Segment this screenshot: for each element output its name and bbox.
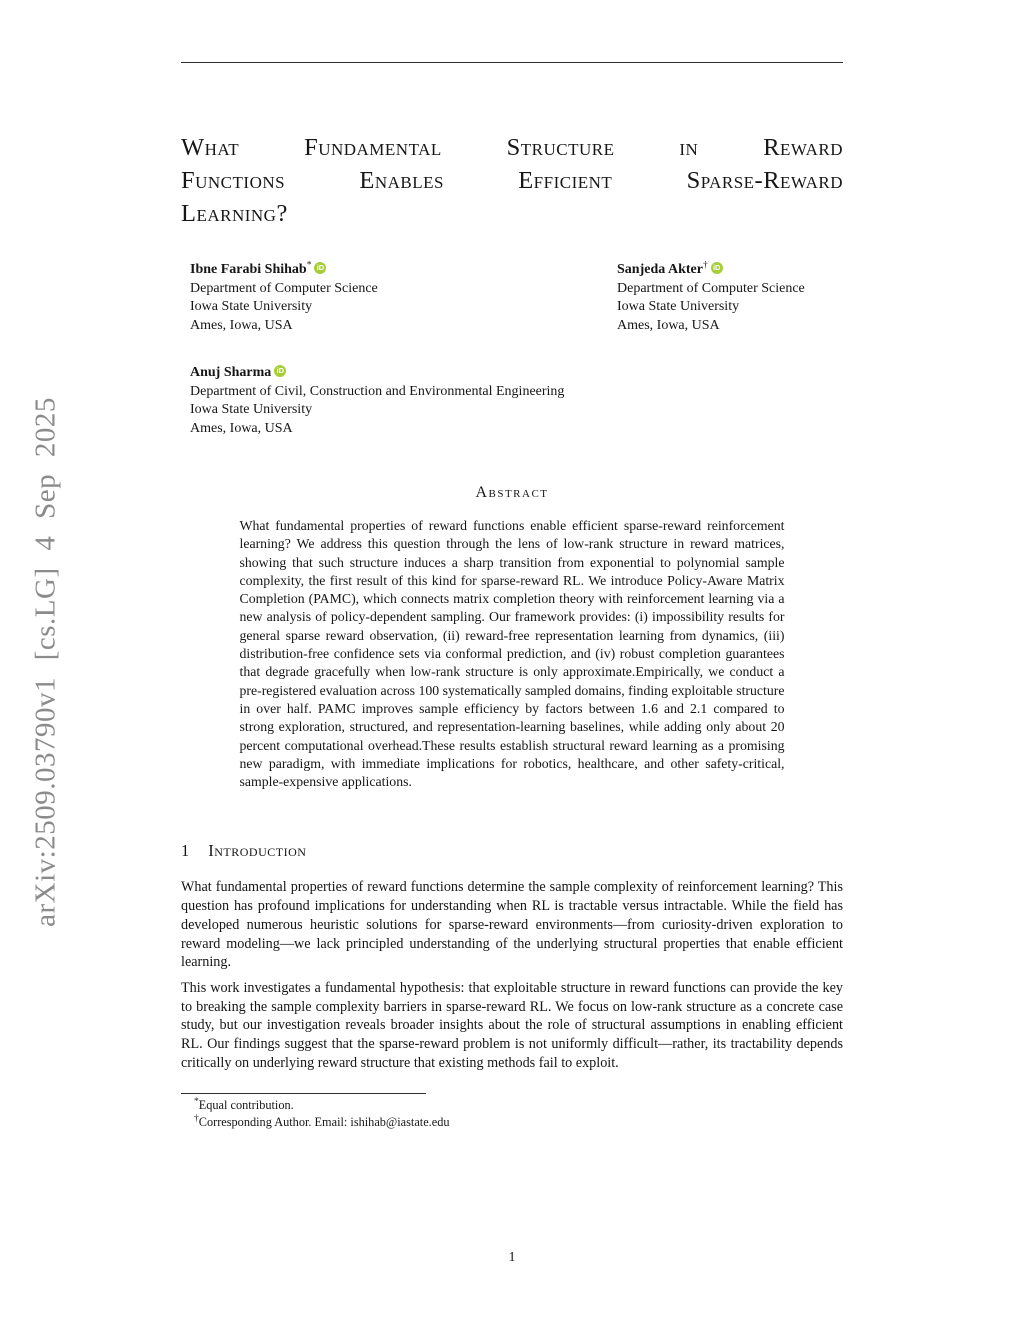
title-line-1: What Fundamental Structure in Reward [181,134,843,161]
abstract-heading: Abstract [475,484,549,501]
author-name: Ibne Farabi Shihab [190,262,307,277]
section-number: 1 [181,841,190,861]
footnote-mark: * [194,1097,199,1108]
header-rule [181,62,843,63]
footnote-mark: † [194,1114,199,1125]
author-affiliation-location: Ames, Iowa, USA [617,317,720,333]
author-block-sharma [181,364,843,438]
footnote-equal-contribution [181,1097,843,1114]
orcid-icon[interactable]: iD [314,262,326,274]
footnote-text: Equal contribution. [198,1098,294,1113]
page-number: 1 [508,1250,516,1265]
paper-title [181,131,843,230]
author-affiliation-location: Ames, Iowa, USA [190,420,293,436]
footnote-corresponding-author [181,1114,843,1131]
footnote-text: Corresponding Author. Email: ishihab@iastate.edu [198,1115,450,1130]
abstract-text: What fundamental properties of reward functions enable efficient sparse-reward reinforcement learning? We address this question through the lens of low-rank structure in reward matrices, showing that such structure induces a sharp transition from exponential to polynomial sample complexity, the first result of this kind for sparse-reward RL. We introduce Policy-Aware Matrix Completion (PAMC), which connects matrix completion theory with reinforcement learning via a new analysis of policy-dependent sampling. Our framework provides: (i) impossibility results for general sparse reward observation, (ii) reward-free representation learning from dynamics, (iii) distribution-free confidence sets via conformal prediction, and (iv) robust completion guarantees that degrade gracefully when low-rank structure is only approximate.Empirically, we conduct a pre-registered evaluation across 100 systematically sampled domains, finding exploitable structure in over half. PAMC improves sample efficiency by factors between 1.6 and 2.1 compared to strong exploration, structured, and representation-learning baselines, while adding only about 20 percent computational overhead.These results establish structural reward learning as a promising new paradigm, with immediate implications for robotics, healthcare, and other safety-critical, sample-expensive applications. [239,518,785,790]
title-line-3: Learning? [181,200,288,227]
author-affiliation-location: Ames, Iowa, USA [190,317,293,333]
orcid-icon[interactable]: iD [274,365,286,377]
author-name-line [617,261,843,280]
footnote-rule [181,1093,426,1094]
intro-paragraph-1: What fundamental properties of reward functions determine the sample complexity of reinforcement learning? This question has profound implications for understanding when RL is tractable versus intractable. While the field has developed numerous heuristic solutions for sparse-reward environments—from curiosity-driven exploration to reward modeling—we lack principled understanding of the underlying structural properties that enable efficient learning. [181,879,843,971]
paper-page [181,0,843,1131]
author-name: Sanjeda Akter [617,262,703,277]
arxiv-watermark: arXiv:2509.03790v1 [cs.LG] 4 Sep 2025 [29,397,62,927]
author-affiliation-dept: Department of Computer Science [617,280,805,296]
section-heading-introduction [181,841,843,861]
orcid-icon[interactable]: iD [711,262,723,274]
footnote-block [181,1097,843,1131]
intro-paragraph-2: This work investigates a fundamental hypothesis: that exploitable structure in reward functions can provide the key to breaking the sample complexity barriers in sparse-reward RL. We focus on low-rank structure as a concrete case study, but our investigation reveals broader insights about the role of structural assumptions in enabling efficient RL. Our findings suggest that the sparse-reward problem is not uniformly difficult—rather, its tractability depends critically on underlying reward structure that existing methods fail to exploit. [181,979,843,1071]
author-footnote-marks: * [306,260,312,271]
author-name-line [190,261,608,280]
title-line-2: Functions Enables Efficient Sparse-Reward [181,167,843,194]
author-affiliation-university: Iowa State University [190,402,313,417]
author-block-akter [608,261,843,335]
section-title: Introduction [208,841,307,861]
author-affiliation-dept: Department of Civil, Construction and Environmental Engineering [190,383,565,399]
author-block-shihab [181,261,608,335]
author-affiliation-university: Iowa State University [617,299,740,314]
author-name-line [190,364,843,383]
author-affiliation-university: Iowa State University [190,299,313,314]
author-footnote-marks: † [702,260,708,271]
author-name: Anuj Sharma [190,365,272,380]
author-list [181,261,843,438]
author-affiliation-dept: Department of Computer Science [190,280,378,296]
